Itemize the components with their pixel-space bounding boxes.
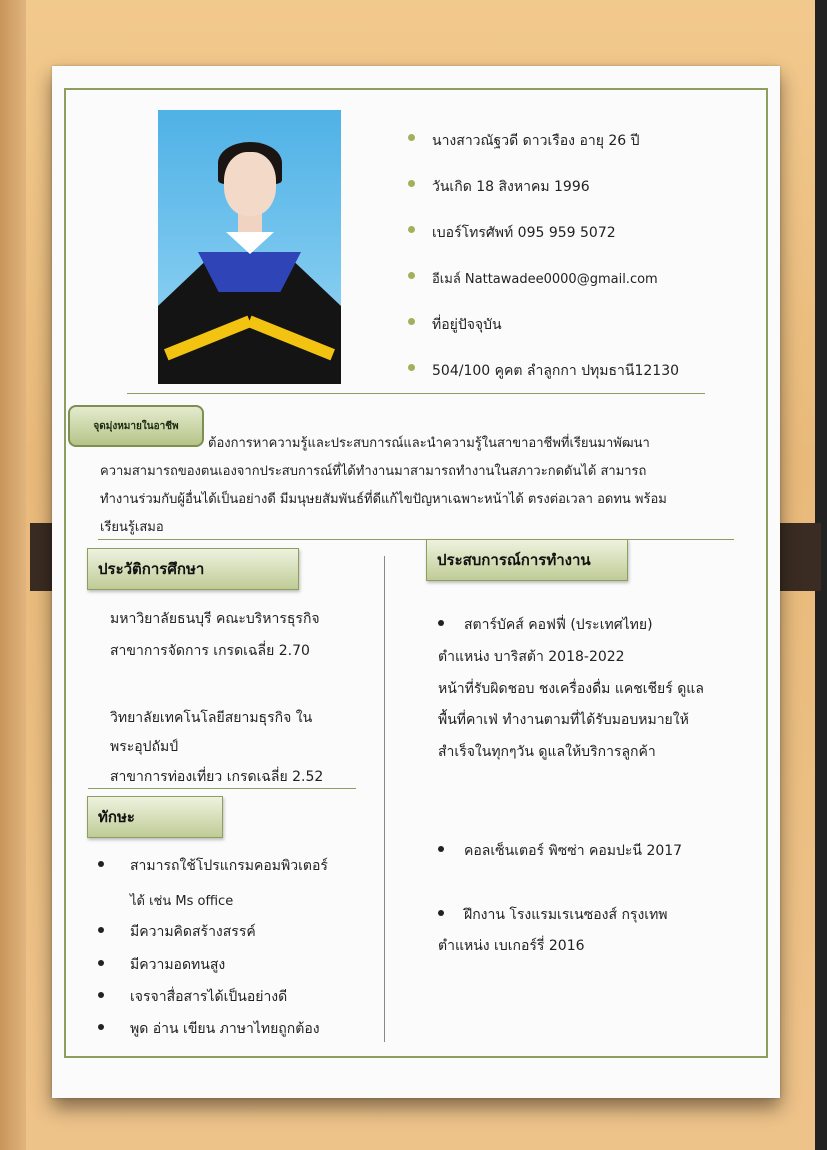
photo-face xyxy=(224,152,276,216)
bullet-icon xyxy=(408,180,415,187)
goal-line-3: ทำงานร่วมกับผู้อื่นได้เป็นอย่างดี มีมนุษยสัมพันธ์ที่ดีแก้ไขปัญหาเฉพาะหน้าได้ ตรงต่อเวลา อดทน พร้อม xyxy=(100,492,667,507)
divider-education xyxy=(88,788,356,789)
work-heading: ประสบการณ์การทำงาน xyxy=(426,539,628,581)
work-job3-line-2: ตำแหน่ง เบเกอร์รี่ 2016 xyxy=(438,938,585,954)
bullet-icon xyxy=(408,318,415,325)
work-job1-line-3: หน้าที่รับผิดชอบ ชงเครื่องดื่ม แคชเชียร์ ดูแล xyxy=(438,681,704,697)
background-left-edge xyxy=(0,0,26,1150)
bullet-icon xyxy=(98,927,104,933)
column-divider xyxy=(384,556,385,1042)
edu-line-5: สาขาการท่องเที่ยว เกรดเฉลี่ย 2.52 xyxy=(110,769,324,785)
profile-photo xyxy=(158,110,341,384)
bullet-icon xyxy=(408,272,415,279)
work-job1-line-4: พื้นที่คาเฟ่ ทำงานตามที่ได้รับมอบหมายให้ xyxy=(438,712,689,728)
goal-line-2: ความสามารถของตนเองจากประสบการณ์ที่ได้ทำงานมาสามารถทำงานในสภาวะกดดันได้ สามารถ xyxy=(100,464,647,479)
divider-top xyxy=(127,393,705,394)
bullet-icon xyxy=(98,861,104,867)
edu-line-4: พระอุปถัมป์ xyxy=(110,739,179,755)
divider-middle xyxy=(98,539,734,540)
work-job1-line-2: ตำแหน่ง บาริสต้า 2018-2022 xyxy=(438,649,625,665)
bullet-icon xyxy=(438,846,444,852)
bullet-icon xyxy=(408,134,415,141)
goal-label: จุดมุ่งหมายในอาชีพ xyxy=(68,405,204,447)
work-job1-line-5: สำเร็จในทุกๆวัน ดูแลให้บริการลูกค้า xyxy=(438,744,656,760)
photo-collar xyxy=(226,232,274,254)
bullet-icon xyxy=(438,910,444,916)
bullet-icon xyxy=(408,364,415,371)
work-job3-line-1: ฝึกงาน โรงแรมเรเนซองส์ กรุงเทพ xyxy=(438,904,668,926)
edu-line-3: วิทยาลัยเทคโนโลยีสยามธุรกิจ ใน xyxy=(110,710,313,726)
education-heading: ประวัติการศึกษา xyxy=(87,548,299,590)
goal-line-4: เรียนรู้เสมอ xyxy=(100,520,164,535)
goal-line-1: ต้องการหาความรู้และประสบการณ์และนำความรู้ในสาขาอาชีพที่เรียนมาพัฒนา xyxy=(208,436,650,451)
edu-line-2: สาขาการจัดการ เกรดเฉลี่ย 2.70 xyxy=(110,643,310,659)
work-job2: คอลเซ็นเตอร์ พิซซ่า คอมปะนี 2017 xyxy=(438,840,682,862)
bullet-icon xyxy=(98,992,104,998)
work-job1-line-1: สตาร์บัคส์ คอฟฟี่ (ประเทศไทย) xyxy=(438,614,653,636)
edu-line-1: มหาวิยาลัยธนบุรี คณะบริหารธุรกิจ xyxy=(110,611,320,627)
bullet-icon xyxy=(98,1024,104,1030)
bullet-icon xyxy=(408,226,415,233)
bullet-icon xyxy=(438,620,444,626)
bullet-icon xyxy=(98,960,104,966)
skills-heading: ทักษะ xyxy=(87,796,223,838)
